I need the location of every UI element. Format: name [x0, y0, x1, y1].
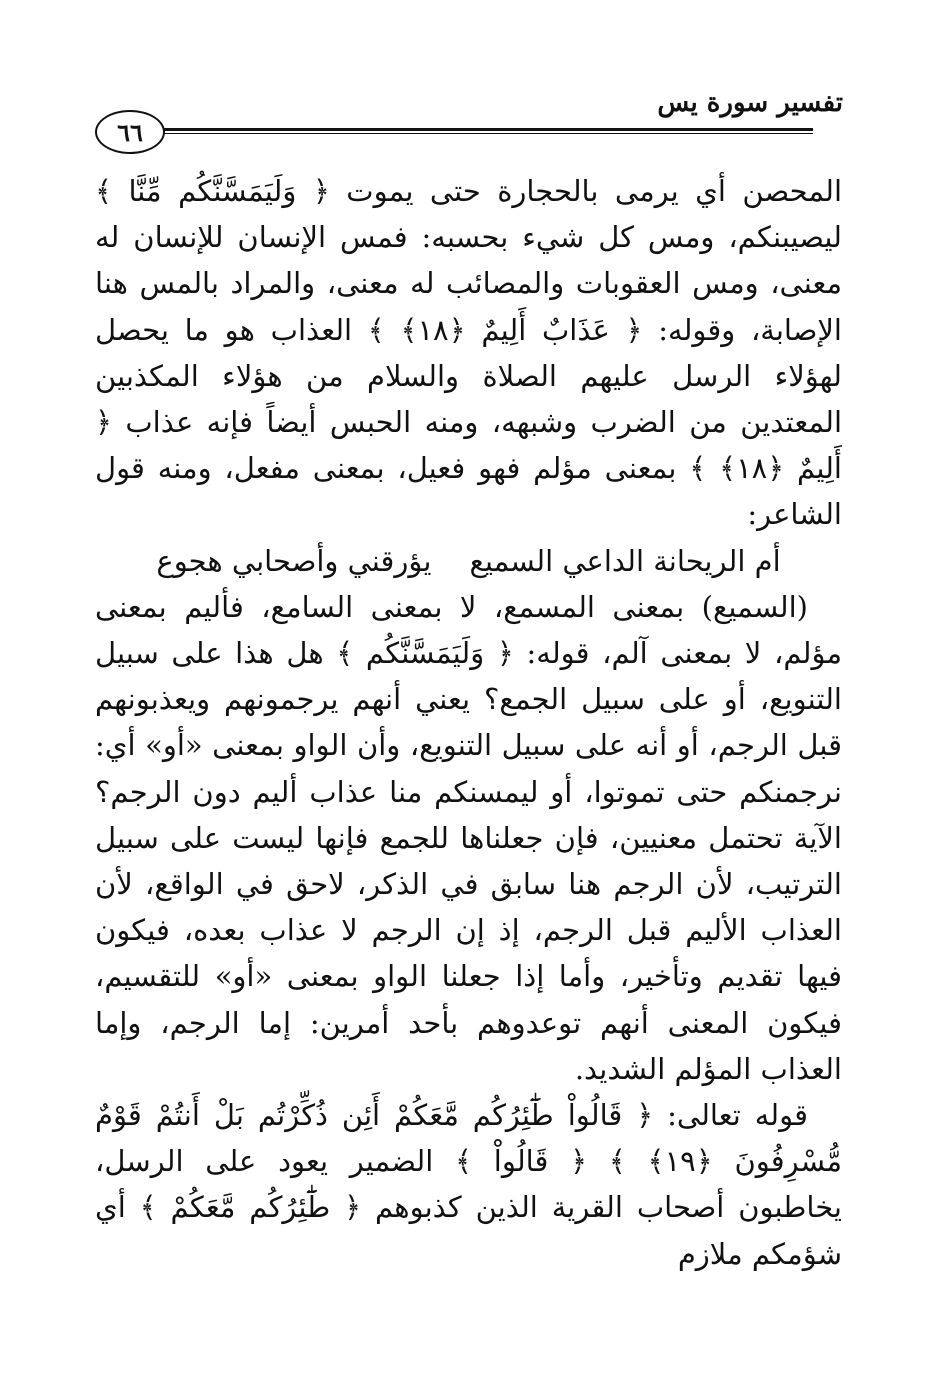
- running-header-title: تفسير سورة يس: [657, 88, 843, 118]
- header-rule: [163, 128, 813, 131]
- paragraph: قوله تعالى: ﴿ قَالُواْ طَٰٓئِرُكُم مَّعَكُمْ أَئِن ذُكِّرْتُم بَلْ أَنتُمْ قَوْمٌ مُّسْرِفُونَ ﴿١٩﴾ ﴾ ﴿ قَالُواْ ﴾ الضمير يعود على الرسل، يخاطبون أصحاب القرية الذين كذبوهم ﴿ طَٰٓئِرُكُم مَّعَكُمْ ﴾ أي شؤمكم ملازم: [95, 1098, 842, 1271]
- paragraph: المحصن أي يرمى بالحجارة حتى يموت ﴿ وَلَيَمَسَّنَّكُم مِّنَّا ﴾ ليصيبنكم، ومس كل شيء بحسبه: فمس الإنسان للإنسان له معنى، ومس العقوبات والمصائب له معنى، والمراد بالمس هنا الإصابة، وقوله: ﴿ عَذَابٌ أَلِيمٌ ﴿١٨﴾ ﴾ العذاب هو ما يحصل لهؤلاء الرسل عليهم الصلاة والسلام من هؤلاء المكذبين المعتدين من الضرب وشبهه، ومنه الحبس أيضاً فإنه عذاب ﴿ أَلِيمٌ ﴿١٨﴾ ﴾ بمعنى مؤلم فهو فعيل، بمعنى مفعل، ومنه قول الشاعر:: [95, 174, 842, 532]
- poem-second-hemistich: يؤرقني وأصحابي هجوع: [156, 543, 432, 578]
- page-number: ٦٦: [95, 110, 165, 154]
- poem-first-hemistich: أم الريحانة الداعي السميع: [469, 543, 781, 578]
- poem-verse: [95, 538, 842, 584]
- paragraph: (السميع) بمعنى المسمع، لا بمعنى السامع، فأليم بمعنى مؤلم، لا بمعنى آلم، قوله: ﴿ وَلَيَمَسَّنَّكُم ﴾ هل هذا على سبيل التنويع، أو على سبيل الجمع؟ يعني أنهم يرجمونهم ويعذبونهم قبل الرجم، أو أنه على سبيل التنويع، وأن الواو بمعنى «أو» أي: نرجمنكم حتى تموتوا، أو ليمسنكم منا عذاب أليم دون الرجم؟ الآية تحتمل معنيين، فإن جعلناها للجمع فإنها ليست على سبيل الترتيب، لأن الرجم هنا سابق في الذكر، لاحق في الواقع، لأن العذاب الأليم قبل الرجم، إذ إن الرجم لا عذاب بعده، فيكون فيها تقديم وتأخير، وأما إذا جعلنا الواو بمعنى «أو» للتقسيم، فيكون المعنى أنهم توعدوهم بأحد أمرين: إما الرجم، وإما العذاب المؤلم الشديد.: [95, 589, 842, 1086]
- page-body: [95, 168, 842, 1277]
- header-rule-thin: [163, 133, 813, 134]
